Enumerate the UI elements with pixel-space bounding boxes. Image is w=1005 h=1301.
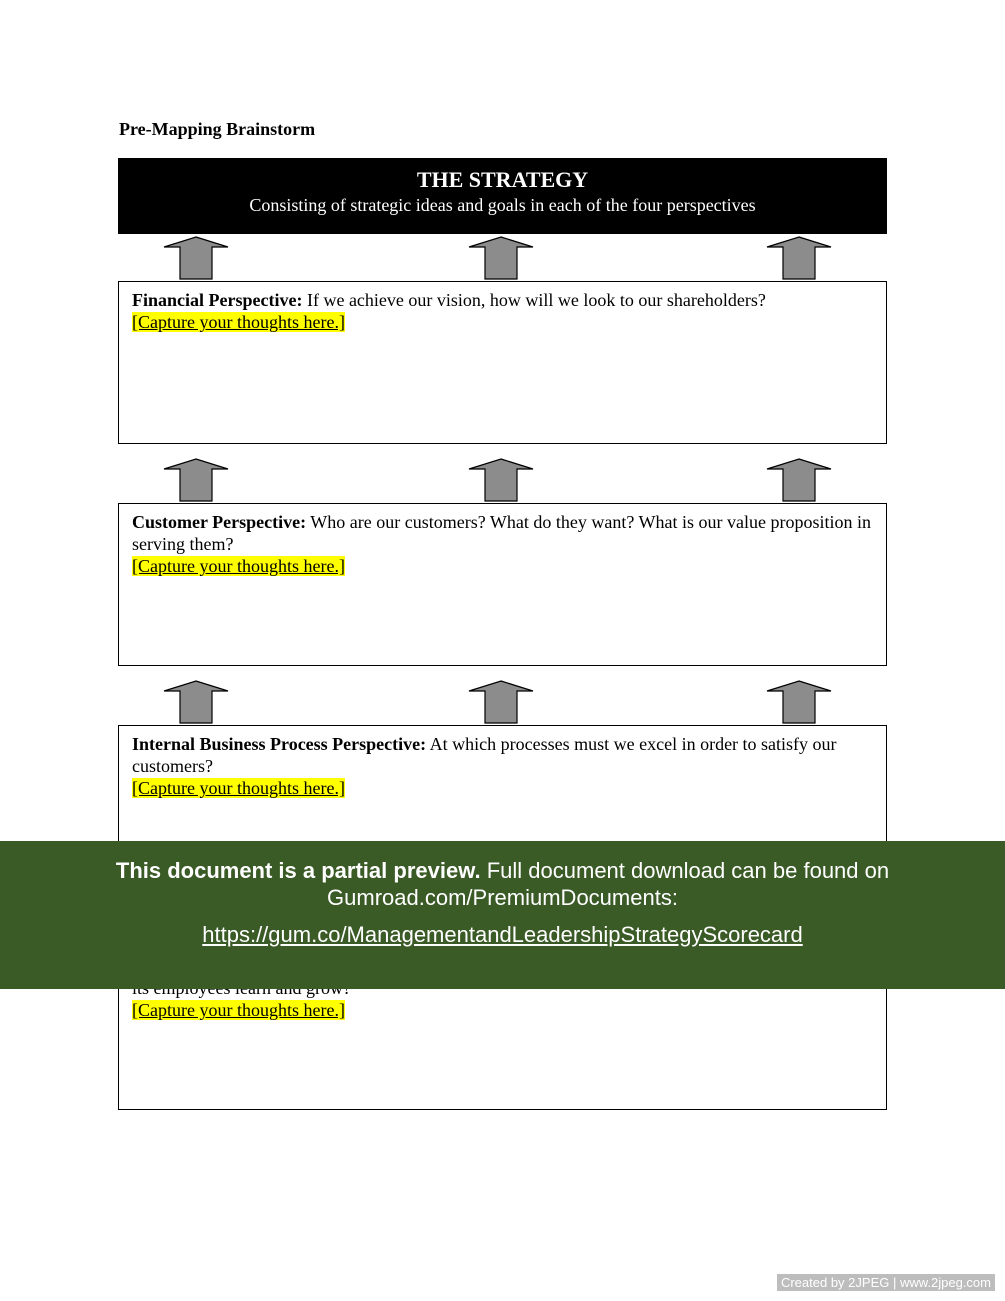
strategy-title: THE STRATEGY (416, 167, 589, 192)
capture-thoughts-field[interactable]: [Capture your thoughts here.] (132, 312, 345, 332)
up-arrow-icon (765, 236, 833, 280)
capture-thoughts-field[interactable]: [Capture your thoughts here.] (132, 1000, 345, 1020)
up-arrow-icon (467, 458, 535, 502)
perspective-label: Customer Perspective: (132, 512, 307, 532)
preview-text: Full document download can be found on Gumroad.com/PremiumDocuments: (327, 858, 890, 910)
capture-thoughts-field[interactable]: [Capture your thoughts here.] (132, 556, 345, 576)
download-link[interactable]: https://gum.co/ManagementandLeadershipStrategyScorecard (202, 922, 803, 947)
strategy-subtitle: Consisting of strategic ideas and goals in each of the four perspectives (249, 195, 756, 215)
preview-message (0, 857, 1005, 911)
financial-perspective-box (118, 281, 887, 444)
preview-bold-text: This document is a partial preview. (115, 858, 481, 883)
perspective-question: If we achieve our vision, how will we look to our shareholders? (302, 290, 766, 310)
page-heading: Pre-Mapping Brainstorm (119, 119, 316, 139)
strategy-banner (118, 158, 887, 234)
perspective-label: Financial Perspective: (132, 290, 303, 310)
perspective-question: At which processes must we excel in order to satisfy our customers? (132, 734, 837, 776)
up-arrow-icon (467, 680, 535, 724)
up-arrow-icon (765, 458, 833, 502)
perspective-label: Internal Business Process Perspective: (132, 734, 427, 754)
perspective-question: Who are our customers? What do they want? What is our value proposition in serving them? (132, 512, 871, 554)
up-arrow-icon (765, 680, 833, 724)
up-arrow-icon (162, 458, 230, 502)
up-arrow-icon (467, 236, 535, 280)
up-arrow-icon (162, 680, 230, 724)
watermark: Created by 2JPEG | www.2jpeg.com (777, 1274, 995, 1291)
capture-thoughts-field[interactable]: [Capture your thoughts here.] (132, 778, 345, 798)
customer-perspective-box (118, 503, 887, 666)
partial-preview-banner (0, 841, 1005, 989)
up-arrow-icon (162, 236, 230, 280)
